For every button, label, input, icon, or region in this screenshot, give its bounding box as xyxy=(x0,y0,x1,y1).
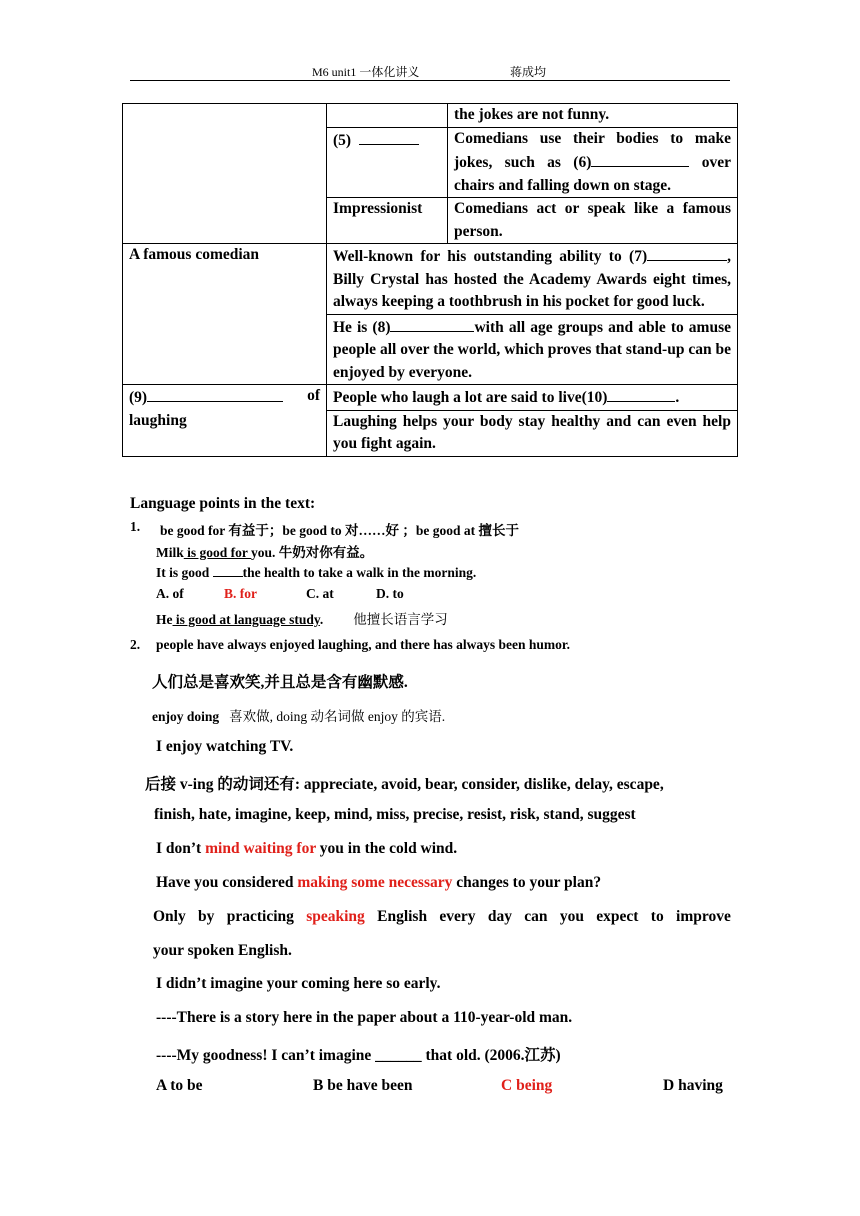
cell-text: with all age groups and able to amuse people all over the world, which proves that stand-up can be enjoyed by everyone. xyxy=(333,318,731,381)
option-b-answer: B. for xyxy=(224,586,257,601)
option-d: D having xyxy=(663,1077,723,1094)
cell-text: (9) xyxy=(129,389,148,406)
summary-table xyxy=(122,103,738,457)
cell-text: (5) xyxy=(333,131,352,149)
cell-text: People who laugh a lot are said to live(10) xyxy=(333,389,608,406)
cell-text: He is (8) xyxy=(333,318,391,336)
table-cell xyxy=(327,127,448,198)
dialogue-line: ----My goodness! I can’t imagine ______ that old. (2006.江苏) xyxy=(156,1047,561,1064)
cell-text: of xyxy=(307,387,320,404)
dialogue-line: ----There is a story here in the paper about a 110-year-old man. xyxy=(156,1009,573,1026)
table-cell xyxy=(123,244,327,385)
example-sentence: He is good at language study. 他擅长语言学习 xyxy=(156,612,448,627)
section-title: Language points in the text: xyxy=(130,495,316,512)
grammar-note: finish, hate, imagine, keep, mind, miss, precise, resist, risk, stand, suggest xyxy=(154,806,636,823)
grammar-note: enjoy doing 喜欢做, doing 动名词做 enjoy 的宾语. xyxy=(152,709,446,724)
answer-blank xyxy=(390,315,474,332)
answer-blank xyxy=(359,128,419,145)
table-cell xyxy=(327,198,448,244)
point-text: be good for 有益于；be good to 对……好 ；be good at 擅长于 xyxy=(160,523,520,538)
point-text: people have always enjoyed laughing, and there has always been humor. xyxy=(156,637,571,652)
table-cell xyxy=(327,385,738,411)
cell-text: the jokes are not funny. xyxy=(454,106,610,123)
answer-blank xyxy=(591,150,689,167)
cell-text: Comedians use their bodies to make jokes, such as (6) xyxy=(454,129,731,171)
example-sentence: Milk is good for you. 牛奶对你有益。 xyxy=(156,545,374,560)
table-cell xyxy=(327,410,738,456)
header-author: 蒋成均 xyxy=(510,65,547,79)
cell-text: A famous comedian xyxy=(129,246,260,263)
option-c: C. at xyxy=(306,586,334,601)
header-title: M6 unit1 一体化讲义 xyxy=(312,65,420,79)
answer-blank xyxy=(647,244,727,261)
table-cell xyxy=(123,385,327,457)
example-sentence: Only by practicing speaking English every day can you expect to improve xyxy=(153,908,731,925)
answer-blank xyxy=(607,385,675,402)
grammar-note: 后接 v-ing 的动词还有: appreciate, avoid, bear, consider, dislike, delay, escape, xyxy=(145,776,664,793)
point-number: 1. xyxy=(130,519,141,534)
table-cell xyxy=(327,244,738,315)
page-header xyxy=(130,62,730,81)
example-sentence: I didn’t imagine your coming here so early. xyxy=(156,975,441,992)
answer-blank xyxy=(147,385,283,402)
cell-text: Impressionist xyxy=(333,200,423,217)
option-c-answer: C being xyxy=(501,1077,553,1094)
example-sentence: your spoken English. xyxy=(153,942,292,959)
example-sentence: I enjoy watching TV. xyxy=(156,738,294,755)
table-row xyxy=(123,104,738,128)
option-a: A. of xyxy=(156,586,184,601)
table-cell xyxy=(448,127,738,198)
table-cell xyxy=(448,104,738,128)
table-cell xyxy=(327,314,738,385)
point-number: 2. xyxy=(130,637,141,652)
translation: 人们总是喜欢笑,并且总是含有幽默感. xyxy=(152,674,408,691)
example-sentence: Have you considered making some necessary changes to your plan? xyxy=(156,874,602,891)
option-a: A to be xyxy=(156,1077,203,1094)
example-question: It is good the health to take a walk in the morning. xyxy=(156,565,477,580)
option-d: D. to xyxy=(376,586,404,601)
cell-text: , Billy Crystal has hosted the Academy Awards eight times, always keeping a toothbrush in his pocket for good luck. xyxy=(333,248,731,310)
cell-text: . xyxy=(675,389,680,406)
cell-text: over chairs and falling down on stage. xyxy=(454,154,732,194)
table-cell xyxy=(448,198,738,244)
cell-text: Well-known for his outstanding ability to (7) xyxy=(333,248,648,265)
table-cell xyxy=(327,104,448,128)
answer-blank xyxy=(213,564,243,577)
example-sentence: I don’t mind waiting for you in the cold wind. xyxy=(156,840,458,857)
table-row xyxy=(123,244,738,315)
cell-text: laughing xyxy=(129,411,187,429)
cell-text: Comedians act or speak like a famous person. xyxy=(454,200,731,240)
option-b: B be have been xyxy=(313,1077,413,1094)
cell-text: Laughing helps your body stay healthy and can even help you fight again. xyxy=(333,412,731,452)
table-row xyxy=(123,385,738,411)
table-cell xyxy=(123,104,327,244)
